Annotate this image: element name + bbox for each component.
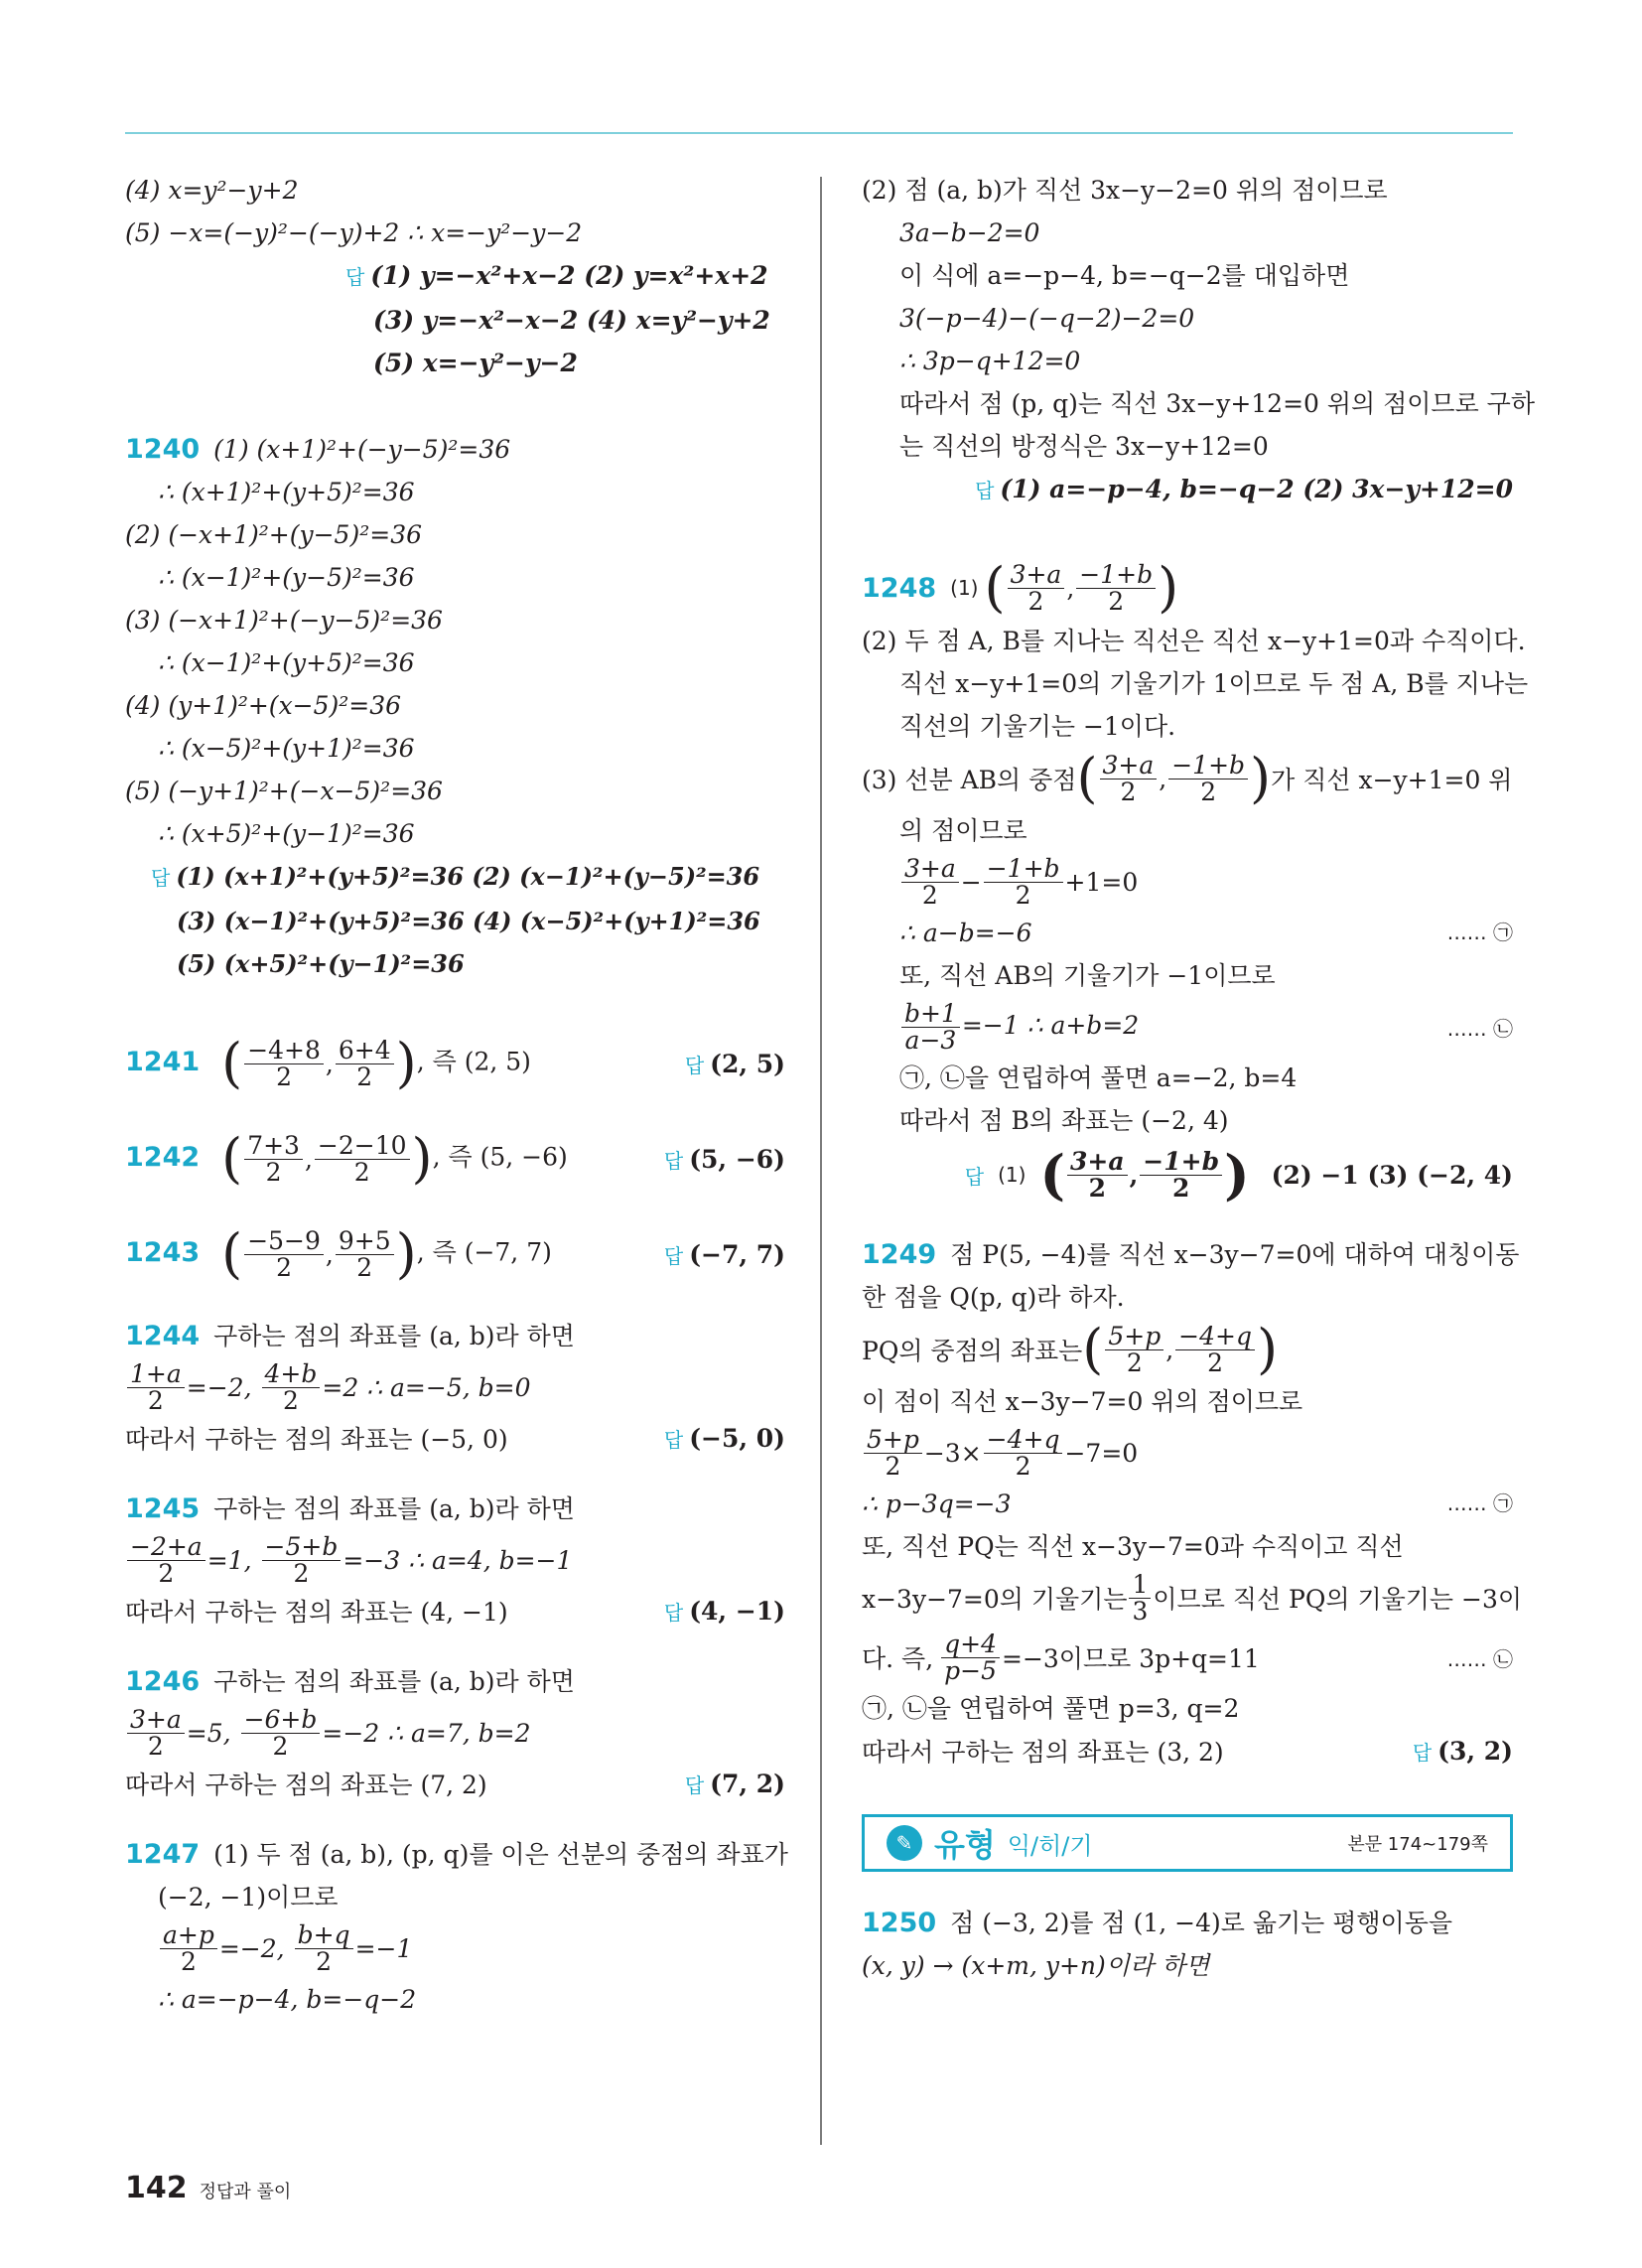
fraction-denominator: 3 — [1132, 1596, 1149, 1626]
equation-text: −3× — [923, 1438, 982, 1468]
left-column — [125, 169, 788, 2021]
solution-line: ∴ (x+1)²+(y+5)²=36 — [158, 478, 415, 506]
section-title: 유형 — [934, 1826, 996, 1864]
fraction-denominator: 2 — [1200, 777, 1217, 806]
problem-1243 — [125, 1219, 785, 1289]
fraction-denominator: 2 — [282, 1385, 299, 1415]
problem-header — [125, 1660, 785, 1703]
solution-line: (4) (y+1)²+(x−5)²=36 — [125, 691, 402, 720]
problem-number: 1244 — [125, 1321, 201, 1351]
solution-line: 따라서 점 (p, q)는 직선 3x−y+12=0 위의 점이므로 구하 — [899, 389, 1535, 418]
equation-line: $\frac{3+a}{2}$ − $\frac{-1+b}{2}$ +1=0 — [862, 852, 1513, 912]
solution-text: , 즉 (−7, 7) — [416, 1237, 552, 1267]
fraction-numerator: 3+a — [127, 1707, 185, 1734]
solution-line: (x, y) → (x+m, y+n)이라 하면 — [862, 1951, 1210, 1980]
equation-line — [125, 1918, 785, 1978]
solution-line: 이 식에 a=−p−4, b=−q−2를 대입하면 — [899, 261, 1350, 290]
equation-line — [862, 1423, 1513, 1483]
solution-line: 직선의 기울기는 −1이다. — [899, 712, 1176, 741]
problem-header — [125, 428, 785, 471]
fraction-denominator: 2 — [356, 1062, 373, 1091]
page-number: 142 — [125, 2171, 188, 2205]
section-subtitle: 익/히/기 — [1007, 1831, 1093, 1860]
answer-line — [125, 299, 785, 342]
fraction-denominator: a−3 — [904, 1025, 957, 1055]
solution-line: 구하는 점의 좌표를 (a, b)라 하면 — [213, 1667, 575, 1696]
answer-label: 답 — [151, 866, 171, 890]
answer-text: (7, 2) — [710, 1770, 785, 1798]
answer-label: 답 — [1412, 1741, 1433, 1765]
fraction-denominator: 2 — [353, 1157, 370, 1187]
fraction-numerator: 3+a — [901, 856, 959, 883]
problem-header — [862, 556, 1513, 620]
fraction-numerator: −1+b — [1076, 562, 1156, 589]
solution-line: 직선 x−y+1=0의 기울기가 1이므로 두 점 A, B를 지나는 — [899, 669, 1529, 698]
answer-line — [862, 468, 1513, 512]
solution-line: 따라서 점 B의 좌표는 (−2, 4) — [899, 1106, 1229, 1135]
solution-line — [862, 1319, 1513, 1380]
solution-line: 구하는 점의 좌표를 (a, b)라 하면 — [213, 1494, 575, 1523]
problem-1240 — [125, 428, 785, 985]
fraction-denominator: 2 — [1126, 1347, 1143, 1377]
equation-text: =1, — [206, 1545, 252, 1575]
solution-line: (1) 두 점 (a, b), (p, q)를 이은 선분의 중점의 좌표가 — [213, 1840, 788, 1869]
fraction-numerator: 3+a — [1100, 753, 1158, 780]
problem-1245 — [125, 1488, 785, 1634]
problem-1246 — [125, 1660, 785, 1807]
fraction-denominator: 2 — [272, 1731, 289, 1761]
solution-line: (2) 점 (a, b)가 직선 3x−y−2=0 위의 점이므로 — [862, 176, 1388, 205]
solution-text: , 즉 (2, 5) — [416, 1047, 531, 1076]
solution-line: (2) (−x+1)²+(y−5)²=36 — [125, 520, 422, 549]
fraction-numerator: −1+b — [1140, 1149, 1222, 1176]
fraction-pair: ( $\frac{3+a}{2}$ , $\frac{-1+b}{2}$ ) — [1076, 747, 1272, 809]
answer-text: (1) (x+1)²+(y+5)²=36 (2) (x−1)²+(y−5)²=36 — [176, 862, 760, 891]
solution-line — [862, 748, 1513, 809]
fraction-numerator: b+q — [295, 1922, 353, 1949]
answer-label: 답 — [964, 1164, 985, 1189]
fraction-numerator: −6+b — [241, 1707, 321, 1734]
problem-1247 — [125, 1833, 788, 2021]
right-column — [862, 169, 1535, 1987]
fraction-denominator: 2 — [1027, 586, 1044, 616]
answer-line — [125, 942, 785, 985]
problem-header — [862, 1233, 1520, 1276]
equation-text: =−2, — [218, 1933, 285, 1963]
solution-line: 따라서 구하는 점의 좌표는 (7, 2) — [125, 1771, 487, 1799]
solution-line: (4) x=y²−y+2 — [125, 176, 299, 205]
equation-tag: …… ㉡ — [1446, 1646, 1513, 1671]
fraction-denominator: 2 — [147, 1385, 164, 1415]
solution-line: ㉠, ㉡을 연립하여 풀면 p=3, q=2 — [862, 1694, 1240, 1723]
solution-line: ∴ (x−5)²+(y+1)²=36 — [158, 734, 415, 763]
answer-line — [125, 254, 785, 299]
equation-line — [125, 1530, 785, 1590]
problem-number: 1245 — [125, 1493, 201, 1524]
solution-line: ∴ (x−1)²+(y+5)²=36 — [158, 648, 415, 677]
equation-line — [862, 1628, 1513, 1687]
fraction-numerator: q+4 — [941, 1631, 1000, 1658]
answer-label: 답 — [975, 479, 995, 502]
answer-label: 답 — [684, 1773, 705, 1797]
answer-text: (5) x=−y²−y−2 — [373, 349, 578, 377]
solution-line: 는 직선의 방정식은 3x−y+12=0 — [899, 432, 1269, 461]
fraction-numerator: 5+p — [864, 1427, 922, 1454]
answer-text: (−5, 0) — [689, 1424, 785, 1453]
answer-label: 답 — [663, 1148, 684, 1173]
fraction-denominator: 2 — [1015, 880, 1031, 910]
solution-line: 또, 직선 PQ는 직선 x−3y−7=0과 수직이고 직선 — [862, 1532, 1404, 1561]
solution-text: PQ의 중점의 좌표는 — [862, 1337, 1083, 1365]
solution-text: , 즉 (5, −6) — [432, 1142, 568, 1172]
column-divider — [820, 177, 822, 2145]
fraction-numerator: 3+a — [1067, 1149, 1128, 1176]
solution-line: (5) (−y+1)²+(−x−5)²=36 — [125, 777, 443, 805]
fraction-numerator: b+1 — [901, 1001, 960, 1028]
solution-line: ㉠, ㉡을 연립하여 풀면 a=−2, b=4 — [899, 1063, 1298, 1092]
equation-line — [125, 1357, 785, 1417]
fraction-denominator: 2 — [1108, 586, 1125, 616]
problem-1247-continued — [862, 169, 1535, 512]
problem-number: 1248 — [862, 572, 937, 604]
fraction-denominator: 2 — [356, 1252, 373, 1282]
solution-line — [862, 1483, 1513, 1525]
fraction-numerator: −2−10 — [315, 1133, 410, 1160]
fraction-denominator: 2 — [1015, 1451, 1031, 1481]
answer-line — [862, 1142, 1513, 1207]
fraction-numerator: 7+3 — [244, 1133, 303, 1160]
fraction-denominator: 2 — [293, 1558, 310, 1588]
fraction-numerator: 5+p — [1105, 1324, 1163, 1350]
solution-line — [862, 1568, 1522, 1628]
fraction-numerator: a+p — [160, 1922, 217, 1949]
fraction-numerator: −4+q — [984, 1427, 1063, 1454]
fraction-numerator: −1+b — [1168, 753, 1248, 780]
solution-text: ∴ p−3q=−3 — [862, 1489, 1012, 1518]
solution-line: 따라서 구하는 점의 좌표는 (−5, 0) — [125, 1425, 508, 1454]
answer-line — [125, 900, 785, 942]
fraction-pair: ( $\frac{-5-9}{2}$ , $\frac{9+5}{2}$ ) — [221, 1222, 417, 1285]
equation-text: =−2 ∴ a=7, b=2 — [322, 1718, 531, 1748]
problem-1250 — [862, 1902, 1513, 1987]
problem-number: 1250 — [862, 1908, 937, 1938]
solution-line: 또, 직선 AB의 기울기가 −1이므로 — [899, 961, 1276, 990]
pencil-note-icon: ✎ — [887, 1825, 922, 1861]
problem-number: 1241 — [125, 1046, 201, 1077]
fraction-numerator: 1+a — [127, 1361, 185, 1388]
answer-label: 답 — [345, 265, 365, 289]
fraction-pair: ( $\frac{-4+8}{2}$ , $\frac{6+4}{2}$ ) — [221, 1032, 417, 1094]
equation-text: =5, — [186, 1718, 231, 1748]
problem-header — [862, 1902, 1513, 1944]
answer-text: (3, 2) — [1437, 1737, 1513, 1766]
fraction-numerator: −4+q — [1175, 1324, 1255, 1350]
equation-tag: …… ㉠ — [1446, 1491, 1513, 1515]
answer-label: 답 — [684, 1053, 705, 1077]
fraction-numerator: 1 — [1129, 1572, 1151, 1599]
section-header — [862, 1814, 1513, 1872]
fraction-denominator: 2 — [1120, 777, 1137, 806]
fraction-denominator: 2 — [158, 1558, 175, 1588]
answer-text: (1) a=−p−4, b=−q−2 (2) 3x−y+12=0 — [1000, 475, 1513, 503]
equation-text: =2 ∴ a=−5, b=0 — [322, 1372, 531, 1402]
equation-tag: …… ㉠ — [1446, 921, 1513, 944]
solution-line: 점 P(5, −4)를 직선 x−3y−7=0에 대하여 대칭이동 — [950, 1240, 1520, 1269]
page-footer — [125, 2171, 291, 2205]
problem-header — [125, 1488, 785, 1530]
solution-line: ∴ a=−p−4, b=−q−2 — [158, 1985, 417, 2014]
answer-line — [125, 855, 785, 900]
fraction-numerator: −4+8 — [244, 1038, 324, 1064]
solution-line: 3a−b−2=0 — [899, 218, 1040, 247]
fraction-numerator: −2+a — [127, 1534, 205, 1561]
fraction-denominator: p−5 — [944, 1655, 997, 1685]
equation-text: =−3이므로 3p+q=11 — [1002, 1644, 1260, 1673]
fraction-denominator: 2 — [276, 1062, 292, 1091]
solution-line: (5) −x=(−y)²−(−y)+2 ∴ x=−y²−y−2 — [125, 218, 583, 247]
solution-line: 따라서 구하는 점의 좌표는 (4, −1) — [125, 1598, 508, 1627]
equation-text: −7=0 — [1064, 1438, 1139, 1468]
conclusion-line — [862, 1730, 1513, 1774]
solution-line: 이 점이 직선 x−3y−7=0 위의 점이므로 — [862, 1387, 1303, 1416]
solution-line — [862, 912, 1513, 954]
fraction-denominator: 2 — [316, 1946, 333, 1976]
solution-text: 다. 즉, — [862, 1644, 934, 1673]
solution-line: 점 (−3, 2)를 점 (1, −4)로 옮기는 평행이동을 — [950, 1909, 1453, 1937]
fraction-pair: ( $\frac{3+a}{2}$ , $\frac{-1+b}{2}$ ) — [984, 556, 1179, 619]
answer-label: 답 — [663, 1428, 684, 1452]
equation-line — [862, 997, 1513, 1057]
top-rule — [125, 132, 1513, 134]
fraction-numerator: 3+a — [1008, 562, 1065, 589]
solution-line: ∴ (x−1)²+(y−5)²=36 — [158, 563, 415, 592]
footer-label: 정답과 풀이 — [199, 2182, 292, 2202]
problem-number: 1246 — [125, 1666, 201, 1697]
answer-text: (3) (x−1)²+(y+5)²=36 (4) (x−5)²+(y+1)²=36 — [177, 907, 760, 935]
equation-text: =−1 — [354, 1933, 413, 1963]
problem-number: 1243 — [125, 1236, 201, 1268]
problem-number: 1242 — [125, 1141, 201, 1173]
solution-line: 구하는 점의 좌표를 (a, b)라 하면 — [213, 1322, 575, 1350]
solution-text: ∴ a−b=−6 — [899, 919, 1032, 947]
answer-text: (−7, 7) — [689, 1239, 785, 1269]
solution-line: 의 점이므로 — [899, 816, 1027, 845]
problem-header — [125, 1833, 788, 1876]
fraction-pair: ( $\frac{5+p}{2}$ , $\frac{-4+q}{2}$ ) — [1082, 1318, 1279, 1380]
conclusion-line — [125, 1590, 785, 1634]
solution-text: x−3y−7=0의 기울기는 — [862, 1585, 1128, 1614]
solution-line: (−2, −1)이므로 — [158, 1883, 339, 1912]
solution-line: 3(−p−4)−(−q−2)−2=0 — [899, 304, 1195, 333]
problem-1241 — [125, 1029, 785, 1098]
fraction-numerator: −1+b — [984, 856, 1063, 883]
answer-text: (2, 5) — [710, 1049, 785, 1078]
equation-text: =−1 ∴ a+b=2 — [961, 1010, 1140, 1040]
solution-line: (3) (−x+1)²+(−y−5)²=36 — [125, 606, 443, 635]
problem-number: 1240 — [125, 434, 201, 465]
solution-line: (2) 두 점 A, B를 지나는 직선은 직선 x−y+1=0과 수직이다. — [862, 627, 1526, 655]
fraction-numerator: 6+4 — [336, 1038, 394, 1064]
fraction-denominator: 2 — [885, 1451, 901, 1481]
fraction-denominator: 2 — [265, 1157, 282, 1187]
section-pages: 본문 174~179쪽 — [1347, 1834, 1488, 1855]
answer-text: (3) y=−x²−x−2 (4) x=y²−y+2 — [373, 306, 770, 335]
problem-header — [125, 1315, 785, 1357]
answer-text: (1) y=−x²+x−2 (2) y=x²+x+2 — [370, 261, 768, 290]
subpart-label: (1) — [998, 1163, 1026, 1187]
problem-1248 — [862, 556, 1529, 1207]
fraction-numerator: 4+b — [262, 1361, 321, 1388]
problem-number: 1249 — [862, 1239, 937, 1270]
equation-line — [125, 1703, 785, 1763]
fraction-denominator: 2 — [1207, 1347, 1224, 1377]
solution-line: (1) (x+1)²+(−y−5)²=36 — [213, 435, 511, 464]
solution-line: 한 점을 Q(p, q)라 하자. — [862, 1283, 1125, 1312]
conclusion-line — [125, 1417, 785, 1462]
fraction-numerator: 9+5 — [336, 1228, 394, 1255]
fraction-denominator: 2 — [921, 880, 938, 910]
fraction-denominator: 2 — [1088, 1173, 1106, 1203]
fraction-denominator: 2 — [180, 1946, 197, 1976]
equation-text: =−3 ∴ a=4, b=−1 — [342, 1545, 573, 1575]
solution-text: (3) 선분 AB의 중점 — [862, 766, 1077, 794]
answer-line — [125, 342, 785, 384]
answer-label: 답 — [663, 1243, 684, 1268]
solution-line: ∴ (x+5)²+(y−1)²=36 — [158, 819, 415, 848]
answer-text: (2) −1 (3) (−2, 4) — [1271, 1160, 1513, 1190]
answer-label: 답 — [663, 1601, 684, 1625]
fraction-denominator: 2 — [147, 1731, 164, 1761]
solution-text: 이므로 직선 PQ의 기울기는 −3이 — [1153, 1585, 1522, 1614]
answer-text: (5, −6) — [689, 1144, 785, 1174]
problem-1242 — [125, 1124, 785, 1194]
fraction-pair: ( $\frac{3+a}{2}$ , $\frac{-1+b}{2}$ ) — [1039, 1143, 1250, 1206]
fraction-denominator: 2 — [276, 1252, 292, 1282]
problem-number: 1247 — [125, 1839, 201, 1870]
problem-1244 — [125, 1315, 785, 1462]
problem-1249 — [862, 1233, 1522, 1774]
fraction-numerator: −5+b — [262, 1534, 342, 1561]
equation-text: +1=0 — [1064, 867, 1139, 897]
answer-text: (4, −1) — [689, 1597, 785, 1626]
answer-text: (5) (x+5)²+(y−1)²=36 — [177, 949, 465, 978]
solution-line: 따라서 구하는 점의 좌표는 (3, 2) — [862, 1738, 1224, 1767]
subpart-label: (1) — [950, 576, 979, 600]
fraction-numerator: −5−9 — [244, 1228, 324, 1255]
equation-text: =−2, — [186, 1372, 252, 1402]
fraction-pair: ( $\frac{7+3}{2}$ , $\frac{-2-10}{2}$ ) — [221, 1127, 433, 1190]
problem-1239-continued — [125, 169, 785, 384]
solution-text: 가 직선 x−y+1=0 위 — [1271, 766, 1513, 794]
conclusion-line — [125, 1763, 785, 1807]
fraction-denominator: 2 — [1171, 1173, 1190, 1203]
solution-line: ∴ 3p−q+12=0 — [899, 347, 1081, 375]
equation-tag: …… ㉡ — [1446, 1016, 1513, 1041]
